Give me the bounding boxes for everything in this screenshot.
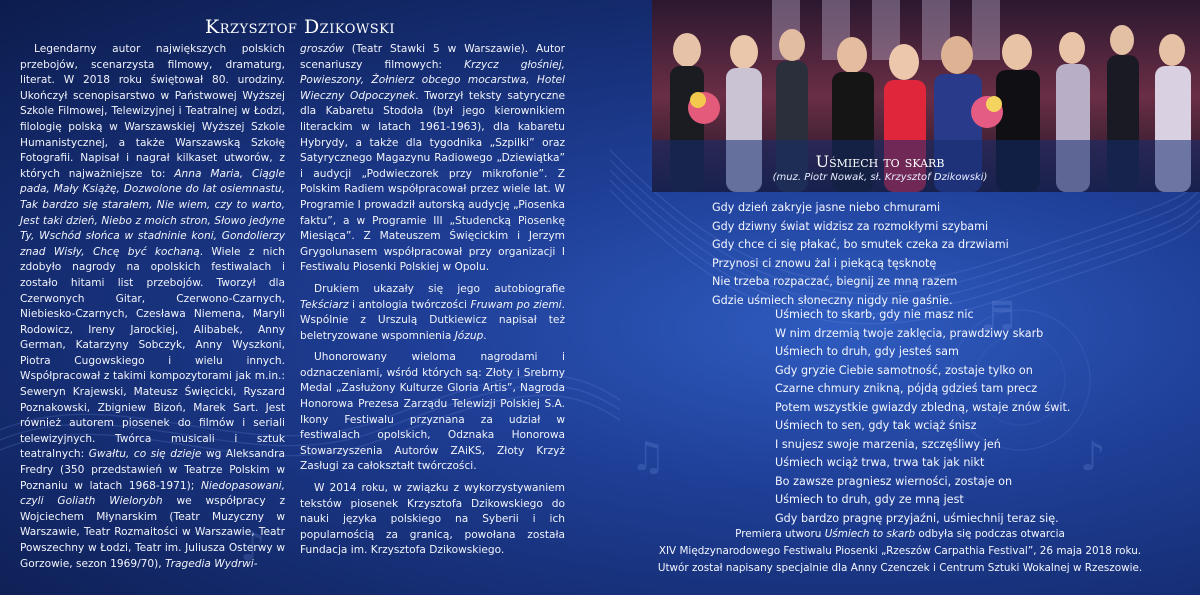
svg-text:♪: ♪	[1080, 434, 1106, 480]
premiere-line: Utwór został napisany specjalnie dla Anny Czenczek i Centrum Sztuki Wokalnej w Rzeszowie.	[657, 562, 1143, 574]
biography-paragraph: groszów (Teatr Stawki 5 w Warszawie). Autor scenariuszy filmowych: Krzycz głośniej, Powieszony, Żołnierz obcego mocarstwa, Hotel Wieczny Odpoczynek. Tworzył teksty satyryczne dla Kabaretu Stodoła (był jego kierownikiem literackim w latach 1961-1963), dla kabaretu Hybrydy, a także dla tygodnika „Szpilki” oraz Satyrycznego Magazynu Radiowego „Dziewiątka” i audycji „Podwieczorek przy mikrofonie”. Z Polskim Radiem współpracował przez wiele lat. W Programie I prowadził autorską audycję „Piosenka faktu”, a w Programie III „Studencką Piosenkę Miesiąca”. Z Mateuszem Święcickim i Jerzym Grygolunasem współpracował przy organizacji I Festiwalu Piosenki Polskiej w Opolu.	[300, 43, 566, 274]
lyric-line: Gdy chce ci się płakać, bo smutek czeka za drzwiami	[712, 238, 1009, 251]
biography-column-1	[20, 42, 285, 572]
premiere-note	[630, 526, 1170, 577]
lyric-line: W nim drzemią twoje zaklęcia, prawdziwy skarb	[775, 326, 1044, 340]
lyric-line: Uśmiech wciąż trwa, trwa tak jak nikt	[775, 456, 985, 469]
lyric-line: Bo zawsze pragniesz wierności, zostaje on	[775, 474, 1013, 488]
page-title: Krzysztof Dzikowski	[205, 16, 395, 38]
biography-column-2	[300, 42, 565, 559]
biography-paragraph: Uhonorowany wieloma nagrodami i odznaczeniami, wśród których są: Złoty i Srebrny Medal „Zasłużony Kulturze Gloria Artis”, Nagroda Honorowa Prezesa Zarządu Telewizji Polskiej S.A. Ikony Festiwalu przyznana za udział w festiwalach opolskich, Odznaka Honorowa Stowarzyszenia Autorów ZAiKS, Złoty Krzyż Zasługi za całokształt twórczości.	[300, 351, 565, 473]
lyric-line: Gdy gryzie Ciebie samotność, zostaje tylko on	[775, 363, 1033, 377]
song-credits: (muz. Piotr Nowak, sł. Krzysztof Dzikowski)	[772, 172, 988, 183]
lyric-line: Gdy bardzo pragnę przyjaźni, uśmiechnij teraz się.	[775, 511, 1059, 525]
biography-paragraph: Legendarny autor największych polskich przebojów, scenarzysta filmowy, dramaturg, literat. W 2018 roku świętował 80. urodziny. Ukończył scenopisarstwo w Państwowej Wyższej Szkole Filmowej, Telewizyjnej i Teatralnej w Łodzi, filologię polską w Warszawskiej Wyższej Szkole Humanistycznej, a także Warszawską Szkołę Fotografii. Napisał i nagrał kilkaset utworów, z których najważniejsze to: Anna Maria, Ciągle pada, Mały Książę, Dozwolone do lat osiemnastu, Tak bardzo się starałem, Nie wiem, czy to warto, Jest taki dzień, Niebo z moich stron, Słowo jedyne Ty, Wschód słońca w stadninie koni, Gondolierzy znad Wisły, Chcę być kochaną. Wiele z nich zdobyło nagrody na opolskich festiwalach i zostało hitami list przebojów. Tworzył dla Czerwonych Gitar, Czerwono-Czarnych, Niebiesko-Czarnych, Czesława Niemena, Maryli Rodowicz, Ireny Jarockiej, Alibabek, Anny German, Katarzyny Sobczyk, Anny Wyszkoni, Piotra Cugowskiego i wielu innych. Współpracował z takimi kompozytorami jak m.in.: Seweryn Krajewski, Mateusz Święcicki, Ryszard Poznakowski, Zbigniew Bizoń, Marek Sart. Jest również autorem piosenek do filmów i seriali telewizyjnych. Twórca musicali i sztuk teatralnych: Gwałtu, co się dzieje wg Aleksandra Fredry (350 przedstawień w Teatrze Polskim w Poznaniu w latach 1968-1971); Niedopasowani, czyli Goliath Wielorybh we współpracy z Wojciechem Młynarskim (Teatr Muzyczny w Warszawie, Teatr Rozmaitości w Warszawie, Teatr Powszechny w Łodzi, Teatr im. Juliusza Osterwy w Gorzowie, sezon 1969/70), Tragedia Wydrwi-	[20, 43, 285, 570]
lyrics-chorus	[775, 306, 1070, 528]
svg-text:♬: ♬	[980, 294, 1016, 340]
premiere-line: Premiera utworu Uśmiech to skarb odbyła się podczas otwarcia	[735, 528, 1065, 540]
lyric-line: Czarne chmury znikną, pójdą gdzieś tam precz	[775, 382, 1038, 395]
lyric-line: Przynosi ci znowu żal i piekącą tęsknotę	[712, 256, 937, 270]
song-title: Uśmiech to skarb	[815, 152, 945, 171]
svg-text:♫: ♫	[630, 434, 666, 480]
lyric-line: Uśmiech to druh, gdy ze mną jest	[775, 493, 964, 506]
lyric-line: Potem wszystkie gwiazdy zbledną, wstaje znów świt.	[775, 400, 1071, 414]
lyric-line: Gdzie uśmiech słoneczny nigdy nie gaśnie.	[712, 293, 953, 307]
lyric-line: I snujesz swoje marzenia, szczęśliwy jeń	[775, 437, 1001, 451]
lyric-line: Uśmiech to druh, gdy jesteś sam	[775, 345, 959, 358]
biography-paragraph: W 2014 roku, w związku z wykorzystywaniem tekstów piosenek Krzysztofa Dzikowskiego do nauki języka polskiego na Syberii i ich popularnością za granicą, powołana została Fundacja im. Krzysztofa Dzikowskiego.	[300, 482, 565, 557]
lyric-line: Gdy dziwny świat widzisz za rozmokłymi szybami	[712, 219, 989, 233]
lyric-line: Uśmiech to sen, gdy tak wciąż śnisz	[775, 419, 977, 432]
lyric-line: Uśmiech to skarb, gdy nie masz nic	[775, 308, 974, 321]
lyric-line: Gdy dzień zakryje jasne niebo chmurami	[712, 201, 941, 214]
premiere-line: XIV Międzynarodowego Festiwalu Piosenki „Rzeszów Carpathia Festival”, 26 maja 2018 roku.	[658, 545, 1142, 557]
biography-paragraph: Drukiem ukazały się jego autobiografie Tekściarz i antologia twórczości Fruwam po ziemi. Wspólnie z Urszulą Dutkiewicz napisał też beletryzowane wspomnienia Józup.	[300, 282, 565, 342]
lyrics-verse-1	[712, 199, 1009, 310]
svg-text:♪: ♪	[240, 524, 266, 570]
lyric-line: Nie trzeba rozpaczać, biegnij ze mną razem	[712, 275, 958, 288]
